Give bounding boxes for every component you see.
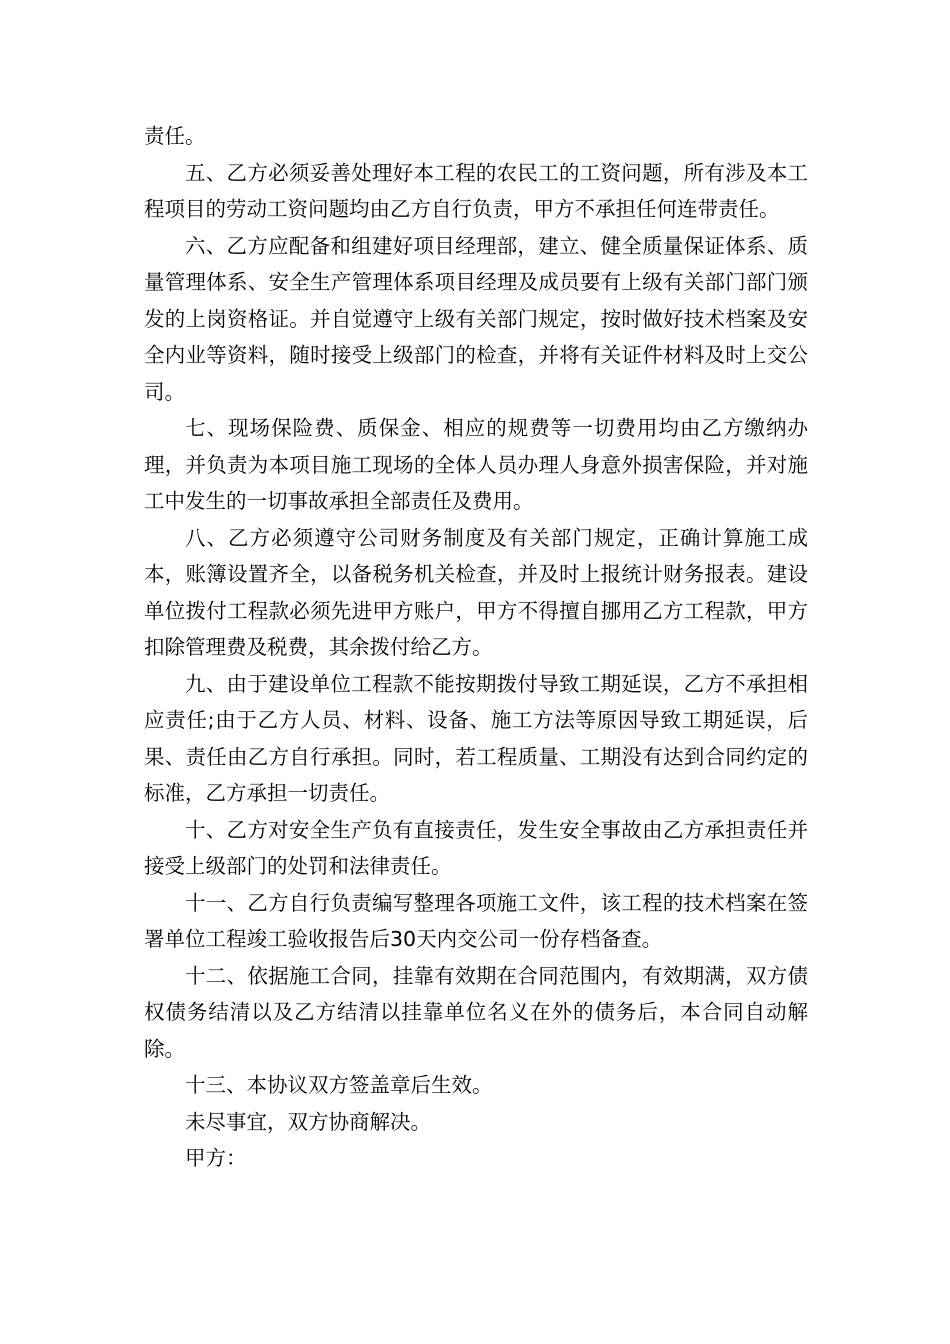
paragraph-clause-11: 十一、乙方自行负责编写整理各项施工文件，该工程的技术档案在签署单位工程竣工验收报告后30天内交公司一份存档备查。 [144,890,808,951]
paragraph-clause-8: 八、乙方必须遵守公司财务制度及有关部门规定，正确计算施工成本，账簿设置齐全，以备税务机关检查，并及时上报统计财务报表。建设单位拨付工程款必须先进甲方账户，甲方不得擅自挪用乙方工程款，甲方扣除管理费及税费，其余拨付给乙方。 [144,525,808,659]
paragraph-clause-13: 十三、本协议双方签盖章后生效。 [185,1073,493,1097]
paragraph-clause-10: 十、乙方对安全生产负有直接责任，发生安全事故由乙方承担责任并接受上级部门的处罚和法律责任。 [144,817,808,878]
paragraph-clause-5: 五、乙方必须妥善处理好本工程的农民工的工资问题，所有涉及本工程项目的劳动工资问题均由乙方自行负责，甲方不承担任何连带责任。 [144,160,808,221]
paragraph-clause-6: 六、乙方应配备和组建好项目经理部，建立、健全质量保证体系、质量管理体系、安全生产管理体系项目经理及成员要有上级有关部门部门颁发的上岗资格证。并自觉遵守上级有关部门规定，按时做好技术档案及安全内业等资料，随时接受上级部门的检查，并将有关证件材料及时上交公司。 [144,233,808,404]
signature-party-a-label: 甲方： [185,1146,247,1170]
paragraph-clause-12: 十二、依据施工合同，挂靠有效期在合同范围内，有效期满，双方债权债务结清以及乙方结清以挂靠单位名义在外的债务后，本合同自动解除。 [144,963,808,1061]
document-body [144,118,808,1177]
paragraph-clause-7: 七、现场保险费、质保金、相应的规费等一切费用均由乙方缴纳办理，并负责为本项目施工现场的全体人员办理人身意外损害保险，并对施工中发生的一切事故承担全部责任及费用。 [144,416,808,513]
paragraph-continuation: 责任。 [144,124,206,148]
paragraph-closing-note: 未尽事宜，双方协商解决。 [185,1109,431,1134]
paragraph-clause-9: 九、由于建设单位工程款不能按期拨付导致工期延误，乙方不承担相应责任;由于乙方人员、材料、设备、施工方法等原因导致工期延误，后果、责任由乙方自行承担。同时，若工程质量、工期没有达到合同约定的标准，乙方承担一切责任。 [144,671,808,805]
